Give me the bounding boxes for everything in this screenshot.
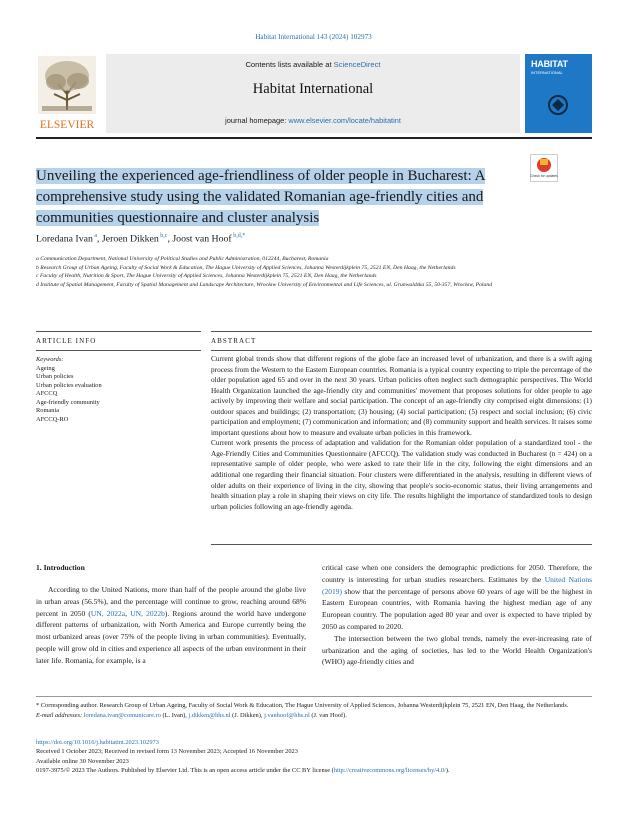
sciencedirect-link[interactable]: ScienceDirect (333, 60, 381, 69)
crossmark-label: Check for updates (530, 174, 558, 178)
keyword-item: Urban policies evaluation (36, 381, 102, 389)
crossmark-icon (530, 154, 558, 182)
contents-line (106, 60, 520, 69)
body-paragraph: The intersection between the two global trends, namely the ever-increasing rate of urbanization and the aging of societies, has led to the World Health Organization's (WHO) age-friendly cities and (322, 633, 592, 667)
body-text: ). Regions around the world have undergone different patterns of urbanization, with North America and Europe currently being the most urbanized areas (over 75% of the people living in urban communities). Eventually, people will grow old in cities and experience all aspects of the urban environment in their later life. Romania, for example, is a (36, 608, 307, 665)
license-text: ). (445, 767, 450, 775)
abstract-rule-lower (211, 350, 592, 351)
email-owner: (J. van Hoof). (309, 711, 347, 719)
article-info-heading: ARTICLE INFO (36, 337, 97, 345)
body-column-left (36, 584, 306, 667)
body-text: show that the percentage of persons above 60 years of age will be the highest in Eastern European countries, with Romania having the highest median age of any European country. The population aged 80 year and over is expected to have tripled by 2050 as compared to 2020. (322, 586, 592, 631)
available-online-date: Available online 30 November 2023 (36, 757, 129, 765)
citation-link[interactable]: United Nations (2019) (322, 574, 593, 596)
body-text: According to the United Nations, more than half of the people around the globe live in urban areas (56.5%), and the percentage will continue to grow, reaching around 68% percent in 2050 ( (36, 585, 306, 618)
body-text: critical case when one considers the demographic predictions for 2050. Therefore, the country is interesting for urban studies researchers. Estimates by the (322, 563, 592, 584)
author-name[interactable]: , Joost van Hoof (167, 233, 232, 245)
keywords-block (36, 356, 201, 424)
footnotes (36, 701, 592, 720)
received-dates: Received 1 October 2023; Received in revised form 13 November 2023; Accepted 16 November 2023 (36, 748, 298, 756)
license-line (36, 766, 592, 775)
citation-link[interactable]: UN, 2022a (90, 608, 126, 618)
affiliation-item: b Research Group of Urban Ageing, Faculty of Social Work & Education, The Hague University of Applied Sciences, Johanna Westerdijkplein 75, 2521 EN, Den Haag, the Netherlands (36, 264, 456, 271)
abstract-bottom-rule (211, 544, 592, 545)
author-name[interactable]: , Jeroen Dikken (97, 233, 159, 245)
abstract-rule (211, 331, 592, 332)
journal-reference[interactable]: Habitat International 143 (2024) 102973 (255, 33, 372, 41)
abstract-body (211, 354, 592, 512)
elsevier-tree-icon (36, 54, 98, 132)
body-paragraph (36, 584, 306, 667)
abstract-paragraph: Current work presents the process of adaptation and validation for the Romanian older population of a standardized tool - the Age-Friendly Cities and Communities Questionnaire (AFCCQ). The validation study was conducted in Bucharest (n = 424) on a representative sample of older people, who were asked to rate their life in the city, following the eight dimensions and an additional one regarding their financial situation. Four clusters were differentiated in the analysis, resulting in different views of older adults on their experience of living in the city, showing that people's socio-economic status, their living arrangements and health situation play a role in shaping their views on city life. The results highlight the importance of standardized tools to design urban policies following an age-friendly agenda. (211, 438, 592, 511)
cover-title: HABITAT (531, 59, 568, 69)
journal-name: Habitat International (252, 81, 374, 97)
affiliations (36, 255, 516, 289)
email-link[interactable]: loredana.ivan@comunicare.ro (83, 711, 161, 719)
homepage-prefix: journal homepage: (225, 116, 289, 125)
keyword-item: Romania (36, 407, 60, 414)
keyword-item: Ageing (36, 364, 55, 372)
author-affiliation-marker[interactable]: b,c (158, 233, 168, 239)
article-title-text: Unveiling the experienced age-friendliness of older people in Bucharest: A comprehensive study using the validated Romanian age-friendly cities and communities questionnaire and cluster analysis (36, 168, 486, 226)
author-list (36, 233, 592, 244)
doi-link[interactable]: https://doi.org/10.1016/j.habitatint.2023.102973 (36, 739, 159, 746)
license-text: 0197-3975/© 2023 The Authors. Published by Elsevier Ltd. This is an open access article under the CC BY license ( (36, 767, 334, 775)
email-owner: (L. Ivan), (160, 711, 189, 719)
author-affiliation-marker[interactable]: b,d,* (231, 233, 246, 239)
keyword-item: AFCCQ-RO (36, 415, 69, 423)
email-link[interactable]: j.vanhoof@hhs.nl (264, 711, 310, 719)
keyword-item: Age-friendly community (36, 398, 100, 406)
article-title[interactable] (36, 166, 518, 229)
journal-cover[interactable] (525, 54, 592, 133)
section-heading-introduction: 1. Introduction (36, 563, 85, 572)
body-text: , (125, 608, 131, 618)
email-owner: (J. Dikken), (230, 711, 265, 719)
footnote-rule (36, 696, 592, 697)
email-link[interactable]: j.dikken@hhs.nl (188, 711, 231, 719)
article-info-rule-lower (36, 350, 201, 351)
keywords-label: Keywords: (36, 356, 64, 363)
keyword-item: Urban policies (36, 373, 74, 380)
citation-link[interactable]: UN, 2022b (130, 608, 165, 618)
publication-metadata (36, 738, 592, 776)
abstract-heading: ABSTRACT (211, 337, 257, 345)
keyword-item: AFCCQ (36, 390, 58, 397)
corresponding-author-note: * Corresponding author. Research Group of Urban Ageing, Faculty of Social Work & Education, The Hague University of Applied Sciences, Johanna Westerdijkplein 75, 2521 EN, Den Haag, the Netherlands. (36, 702, 569, 709)
author-affiliation-marker[interactable]: a (92, 233, 98, 239)
habitat-emblem-icon (547, 94, 569, 116)
email-label: E-mail addresses: (36, 711, 84, 719)
header-rule (36, 137, 592, 139)
journal-homepage-link[interactable]: www.elsevier.com/locate/habitatint (288, 116, 401, 125)
check-for-updates-badge[interactable] (530, 154, 558, 182)
body-paragraph (322, 562, 592, 633)
elsevier-logo[interactable] (36, 54, 98, 132)
elsevier-wordmark: ELSEVIER (39, 119, 95, 131)
email-addresses (36, 711, 592, 721)
journal-info-panel (106, 54, 520, 133)
affiliation-item: a Communication Department, National University of Political Studies and Public Administration, 012244, Bucharest, Romania (36, 256, 329, 262)
article-info-rule (36, 331, 201, 332)
contents-prefix: Contents lists available at (245, 60, 334, 69)
author-name[interactable]: Loredana Ivan (36, 233, 93, 245)
journal-header (36, 54, 592, 133)
homepage-line (106, 116, 520, 125)
affiliation-item: c Faculty of Health, Nutrition & Sport, The Hague University of Applied Sciences, Johanna Westerdijkplein 75, 2521 EN, Den Haag, the Netherlands (36, 273, 377, 280)
affiliation-item: d Institute of Spatial Management, Faculty of Spatial Management and Landscape Architecture, Wrocław University of Environmental and Life Sciences, ul. Grunwaldzka 55, 50-357, Wrocław, Poland (36, 281, 493, 288)
license-link[interactable]: http://creativecommons.org/licenses/by/4.0/ (333, 767, 446, 775)
cover-subtitle: INTERNATIONAL (531, 70, 563, 75)
abstract-paragraph: Current global trends show that different regions of the globe face an increased level of urbanization, and there is a swift aging process from the Western to the Eastern European countries. Romania is a typical country expecting to triple the percentage of the older population aged 65 and over in the next 30 years. Urban policies often neglect such demographic perspectives. The World Health Organization launched the age-friendly city and communities' movement that proposes solutions for older people to age actively by improving their welfare and social participation. The concept of an age-friendly city comprised eight dimensions: (1) outdoor spaces and buildings; (2) transportation; (3) housing; (4) social participation; (5) respect and social inclusion; (6) civic participation and employment; (7) communication and information; and (8) community support and health services. It raises some important questions about how to measure and evaluate urban policies in this framework. (211, 354, 592, 437)
body-column-right (322, 562, 592, 668)
